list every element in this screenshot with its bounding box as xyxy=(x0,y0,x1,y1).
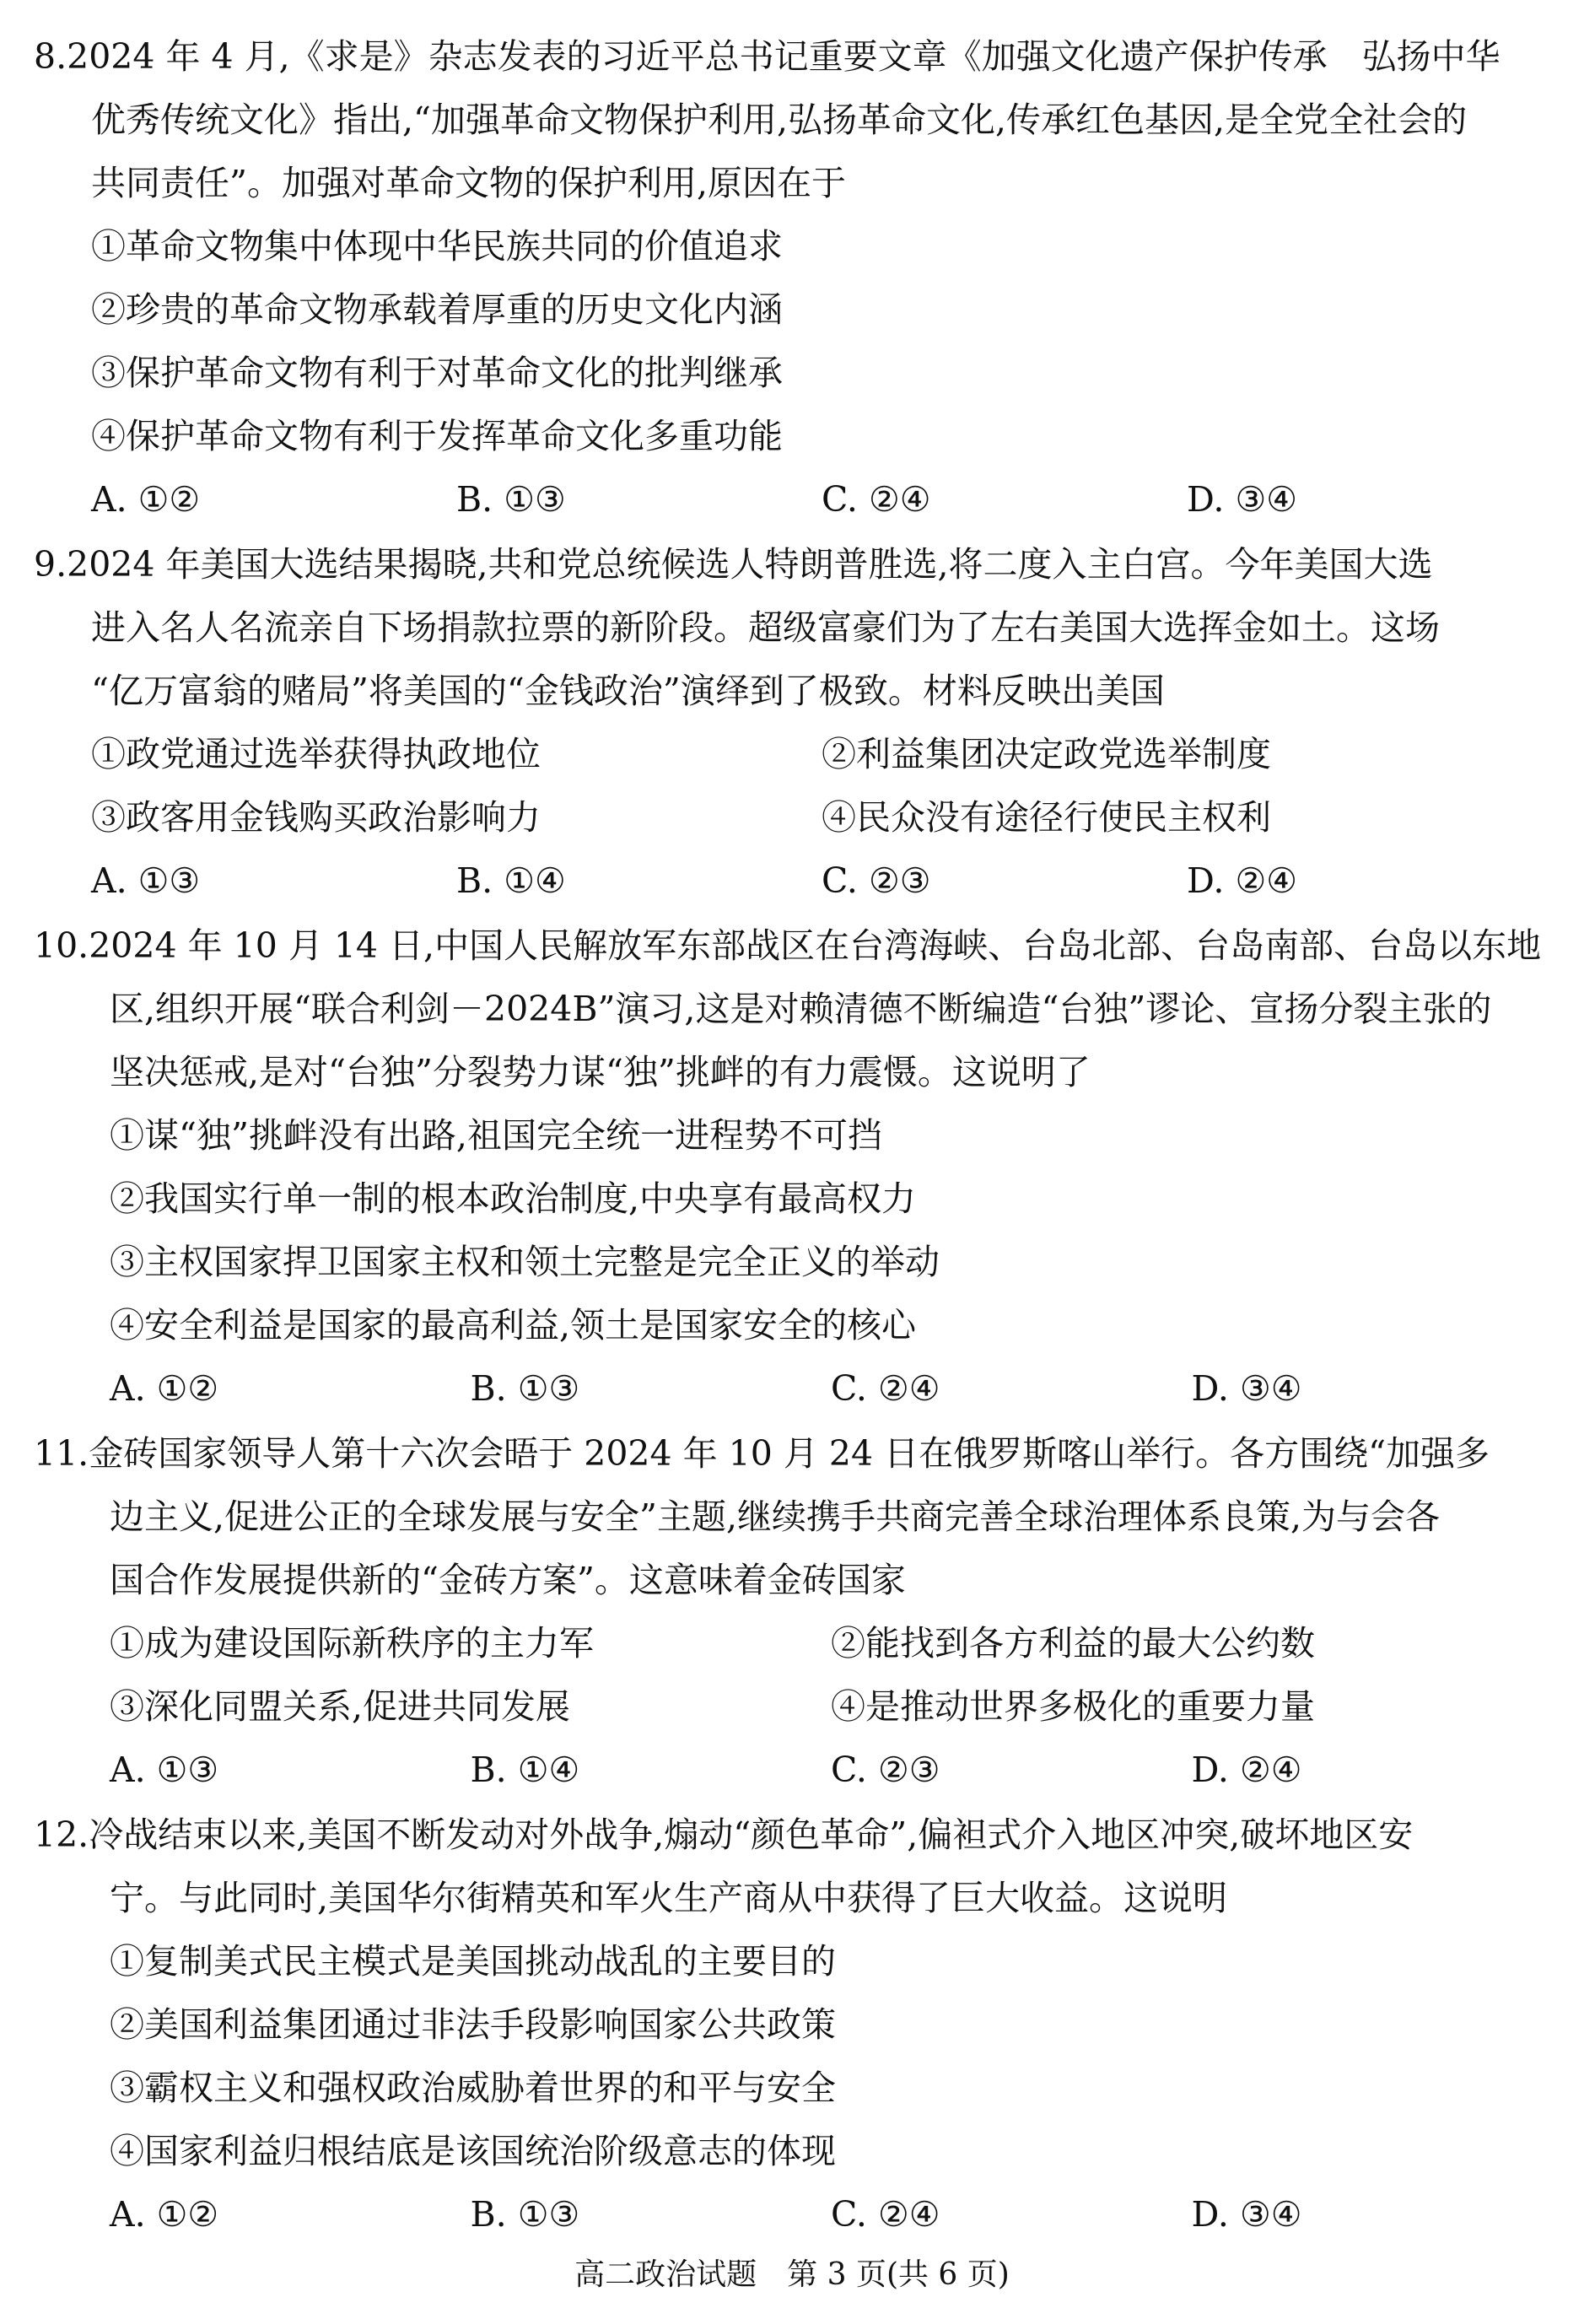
answer-choice-c: C. ②③ xyxy=(831,1750,940,1790)
answer-choice-a: A. ①③ xyxy=(91,860,201,901)
statement-option: ④是推动世界多极化的重要力量 xyxy=(831,1686,1315,1727)
answer-choices xyxy=(34,2183,1552,2246)
question-11 xyxy=(34,1422,1552,1802)
statement-option: ②美国利益集团通过非法手段影响国家公共政策 xyxy=(110,2004,836,2045)
statement-option: ③主权国家捍卫国家主权和领土完整是完全正义的举动 xyxy=(110,1242,940,1282)
statement-option: ②能找到各方利益的最大公约数 xyxy=(831,1623,1315,1663)
answer-choices xyxy=(34,849,1552,913)
statement-option: ③深化同盟关系,促进共同发展 xyxy=(110,1686,571,1727)
page-footer: 高二政治试题 第 3 页(共 6 页) xyxy=(574,2257,1010,2292)
statement-option: ④安全利益是国家的最高利益,领土是国家安全的核心 xyxy=(110,1305,917,1345)
question-9 xyxy=(34,533,1552,913)
question-stem-line: 12.冷战结束以来,美国不断发动对外战争,煽动“颜色革命”,偏袒式介入地区冲突,破坏地区安 xyxy=(34,1814,1414,1855)
question-stem-line: “亿万富翁的赌局”将美国的“金钱政治”演绎到了极致。材料反映出美国 xyxy=(91,671,1165,711)
question-stem-line: 8.2024 年 4 月,《求是》杂志发表的习近平总书记重要文章《加强文化遗产保护传承 弘扬中华 xyxy=(34,36,1500,77)
question-12 xyxy=(34,1804,1552,2246)
answer-choice-d: D. ②④ xyxy=(1187,860,1297,901)
question-stem-line: 进入名人名流亲自下场捐款拉票的新阶段。超级富豪们为了左右美国大选挥金如土。这场 xyxy=(91,607,1440,648)
answer-choice-a: A. ①② xyxy=(110,1368,219,1409)
question-stem-line: 11.金砖国家领导人第十六次会晤于 2024 年 10 月 24 日在俄罗斯喀山举行。各方围绕“加强多 xyxy=(34,1433,1490,1474)
answer-choice-a: A. ①② xyxy=(110,2194,219,2235)
answer-choice-b: B. ①③ xyxy=(456,479,566,520)
answer-choice-d: D. ③④ xyxy=(1191,1368,1302,1409)
statement-option: ④民众没有途径行使民主权利 xyxy=(822,797,1271,838)
statement-option: ①政党通过选举获得执政地位 xyxy=(91,734,541,774)
statement-option: ①革命文物集中体现中华民族共同的价值追求 xyxy=(91,226,783,267)
question-stem-line: 共同责任”。加强对革命文物的保护利用,原因在于 xyxy=(91,163,846,203)
answer-choice-c: C. ②④ xyxy=(831,1368,940,1409)
answer-choice-b: B. ①④ xyxy=(456,860,566,901)
question-8 xyxy=(34,25,1552,531)
question-stem-line: 坚决惩戒,是对“台独”分裂势力谋“独”挑衅的有力震慑。这说明了 xyxy=(110,1052,1091,1092)
statement-row xyxy=(34,1675,1552,1739)
answer-choice-a: A. ①② xyxy=(91,479,201,520)
statement-option: ②珍贵的革命文物承载着厚重的历史文化内涵 xyxy=(91,289,783,330)
statement-option: ①复制美式民主模式是美国挑动战乱的主要目的 xyxy=(110,1941,836,1982)
statement-option: ②我国实行单一制的根本政治制度,中央享有最高权力 xyxy=(110,1178,917,1219)
answer-choice-d: D. ②④ xyxy=(1191,1750,1302,1790)
answer-choice-b: B. ①③ xyxy=(470,1368,580,1409)
question-stem-line: 9.2024 年美国大选结果揭晓,共和党总统候选人特朗普胜选,将二度入主白宫。今年美国大选 xyxy=(34,544,1433,585)
answer-choices xyxy=(34,1739,1552,1802)
answer-choice-d: D. ③④ xyxy=(1191,2194,1302,2235)
question-stem-line: 宁。与此同时,美国华尔街精英和军火生产商从中获得了巨大收益。这说明 xyxy=(110,1878,1228,1918)
statement-option: ④国家利益归根结底是该国统治阶级意志的体现 xyxy=(110,2131,836,2171)
statement-row xyxy=(34,723,1552,786)
question-stem-line: 区,组织开展“联合利剑－2024B”演习,这是对赖清德不断编造“台独”谬论、宣扬分裂主张的 xyxy=(110,989,1492,1029)
question-stem-line: 10.2024 年 10 月 14 日,中国人民解放军东部战区在台湾海峡、台岛北部、台岛南部、台岛以东地 xyxy=(34,925,1542,966)
answer-choice-c: C. ②③ xyxy=(822,860,931,901)
statement-option: ③保护革命文物有利于对革命文化的批判继承 xyxy=(91,353,783,393)
statement-option: ①成为建设国际新秩序的主力军 xyxy=(110,1623,594,1663)
statement-row xyxy=(34,1612,1552,1675)
question-stem-line: 边主义,促进公正的全球发展与安全”主题,继续携手共商完善全球治理体系良策,为与会各 xyxy=(110,1496,1441,1537)
answer-choices xyxy=(34,468,1552,531)
statement-option: ②利益集团决定政党选举制度 xyxy=(822,734,1271,774)
question-stem-line: 优秀传统文化》指出,“加强革命文物保护利用,弘扬革命文化,传承红色基因,是全党全社会的 xyxy=(91,100,1468,140)
statement-option: ③霸权主义和强权政治威胁着世界的和平与安全 xyxy=(110,2068,836,2108)
answer-choice-b: B. ①④ xyxy=(470,1750,580,1790)
statement-option: ③政客用金钱购买政治影响力 xyxy=(91,797,541,838)
answer-choices xyxy=(34,1357,1552,1421)
answer-choice-c: C. ②④ xyxy=(831,2194,940,2235)
statement-option: ①谋“独”挑衅没有出路,祖国完全统一进程势不可挡 xyxy=(110,1115,882,1156)
answer-choice-b: B. ①③ xyxy=(470,2194,580,2235)
statement-option: ④保护革命文物有利于发挥革命文化多重功能 xyxy=(91,416,783,456)
answer-choice-d: D. ③④ xyxy=(1187,479,1297,520)
statement-row xyxy=(34,786,1552,849)
question-stem-line: 国合作发展提供新的“金砖方案”。这意味着金砖国家 xyxy=(110,1560,906,1600)
answer-choice-a: A. ①③ xyxy=(110,1750,219,1790)
question-10 xyxy=(34,914,1552,1421)
answer-choice-c: C. ②④ xyxy=(822,479,931,520)
